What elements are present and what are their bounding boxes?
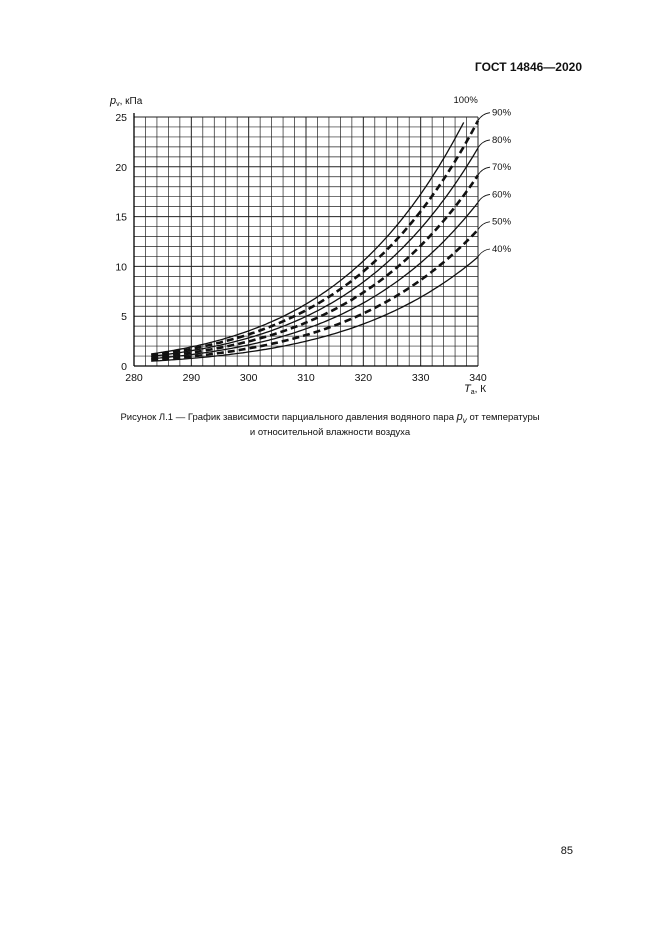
y-tick-label: 20: [115, 161, 127, 174]
x-axis-title: $T_a$, К: [464, 383, 487, 396]
curve-label-90pct: 90%: [492, 107, 512, 119]
y-axis-title: $p_v$, кПа: [110, 95, 143, 108]
curve-label-70pct: 70%: [492, 162, 512, 174]
x-tick-label: 330: [411, 372, 430, 384]
y-tick-label: 10: [115, 261, 127, 274]
curve-label-50pct: 50%: [492, 216, 512, 228]
curve-leader: [478, 194, 490, 202]
vapor-pressure-chart: [0, 0, 661, 400]
curve-60pct: [151, 203, 478, 359]
curve-label-80pct: 80%: [492, 134, 512, 146]
y-tick-label: 15: [115, 211, 127, 224]
curve-leader: [478, 140, 490, 148]
caption-line2: и относительной влажности воздуха: [249, 427, 411, 439]
page-number: 85: [560, 845, 573, 857]
curve-label-60pct: 60%: [492, 189, 512, 201]
x-tick-label: 320: [354, 372, 373, 384]
curve-leader: [478, 167, 490, 175]
x-tick-label: 340: [469, 372, 487, 384]
caption-prefix: Рисунок Л.1 — График зависимости парциального давления водяного пара: [120, 412, 455, 423]
curve-leader: [478, 249, 490, 257]
y-tick-label: 0: [121, 361, 127, 373]
x-tick-label: 310: [297, 372, 315, 384]
x-tick-label: 300: [239, 372, 258, 384]
y-tick-label: 25: [115, 112, 127, 124]
curve-label-40pct: 40%: [492, 243, 512, 255]
x-tick-label: 280: [125, 372, 143, 384]
figure-caption: [40, 411, 620, 439]
curve-50pct: [151, 230, 478, 360]
y-tick-label: 5: [121, 311, 127, 324]
curve-leader: [478, 113, 490, 121]
standard-code: ГОСТ 14846—2020: [474, 60, 582, 74]
caption-suffix: от температуры: [469, 412, 540, 423]
curve-leader: [478, 222, 490, 230]
caption-symbol: $p_v$: [456, 411, 467, 426]
x-tick-label: 290: [182, 372, 201, 384]
curve-label-100pct: 100%: [453, 95, 478, 106]
